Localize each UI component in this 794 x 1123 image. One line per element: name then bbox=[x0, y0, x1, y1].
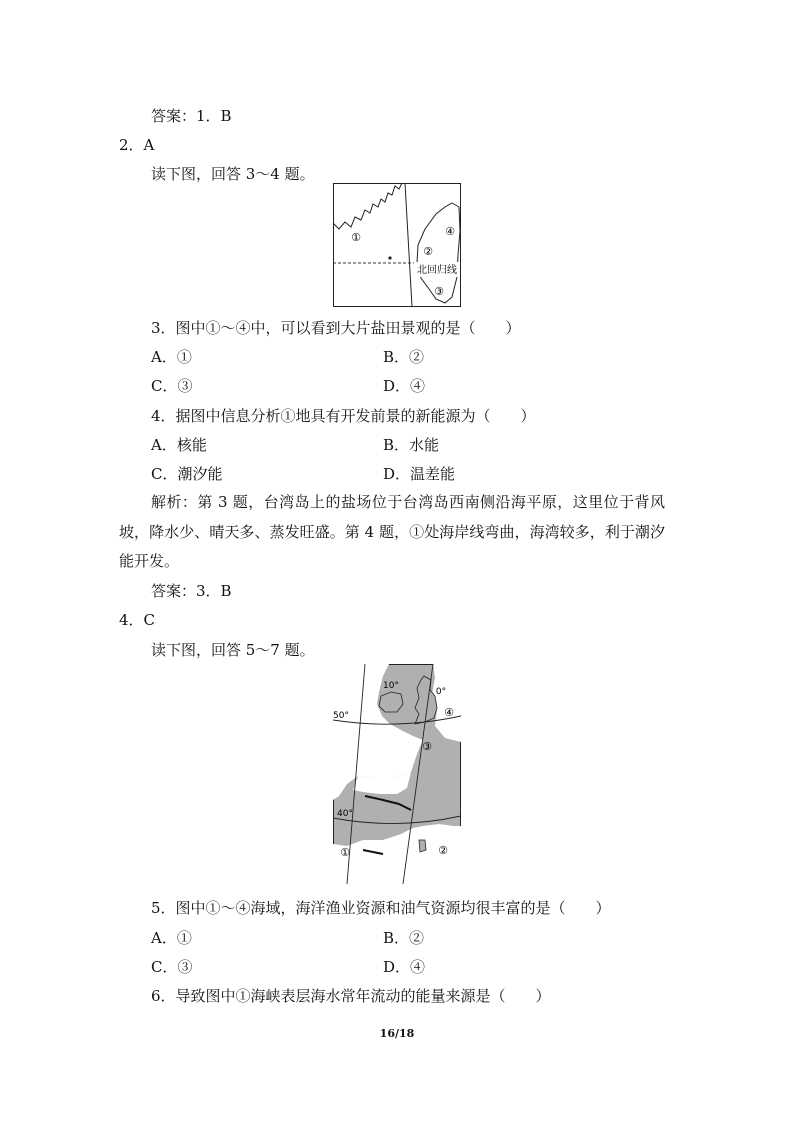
page-number: 16/18 bbox=[379, 1027, 415, 1040]
q3-option-a: A．① bbox=[151, 348, 192, 366]
q5-option-d: D．④ bbox=[383, 958, 426, 976]
tropic-label: 北回归线 bbox=[417, 265, 457, 276]
map1-mark-2: ② bbox=[423, 245, 433, 258]
q5-option-b: B．② bbox=[383, 929, 425, 947]
taiwan-strait-map bbox=[333, 183, 461, 307]
map2-mark-2: ② bbox=[438, 844, 448, 857]
q6-stem: 6．导致图中①海峡表层海水常年流动的能量来源是（ ） bbox=[151, 987, 551, 1005]
intro-5-7: 读下图，回答 5～7 题。 bbox=[151, 641, 315, 659]
lon-0-label: 0° bbox=[435, 687, 447, 697]
analysis-3-4: 解析：第 3 题，台湾岛上的盐场位于台湾岛西南侧沿海平原，这里位于背风坡，降水少、晴天多、蒸发旺盛。第 4 题，①处海岸线弯曲，海湾较多，利于潮汐能开发。 bbox=[119, 493, 665, 570]
answer-line-4: 4．C bbox=[119, 611, 156, 629]
lon-10-label: 10° bbox=[383, 681, 399, 691]
map2-mark-4: ④ bbox=[444, 706, 454, 719]
intro-3-4: 读下图，回答 3～4 题。 bbox=[151, 165, 315, 183]
map2-mark-3: ③ bbox=[422, 740, 432, 753]
q4-option-c: C．潮汐能 bbox=[151, 465, 223, 483]
lat-50-label: 50° bbox=[333, 711, 349, 721]
q5-option-a: A．① bbox=[151, 929, 192, 947]
q3-option-d: D．④ bbox=[383, 377, 426, 395]
q5-stem: 5．图中①～④海域，海洋渔业资源和油气资源均很丰富的是（ ） bbox=[151, 899, 611, 917]
western-europe-map bbox=[333, 664, 461, 884]
q3-option-b: B．② bbox=[383, 348, 425, 366]
q4-stem: 4．据图中信息分析①地具有开发前景的新能源为（ ） bbox=[151, 407, 536, 425]
answer-line-2: 2．A bbox=[119, 136, 155, 154]
map2-mark-1: ① bbox=[340, 846, 350, 859]
answer-line-1: 答案：1．B bbox=[151, 107, 232, 125]
q3-stem: 3．图中①～④中，可以看到大片盐田景观的是（ ） bbox=[151, 319, 521, 337]
lat-40-label: 40° bbox=[337, 809, 353, 819]
sardinia bbox=[419, 840, 426, 852]
map1-mark-1: ① bbox=[351, 231, 361, 244]
q4-option-a: A．核能 bbox=[151, 436, 207, 454]
small-island bbox=[388, 256, 391, 259]
map1-mark-4: ④ bbox=[445, 225, 455, 238]
q4-option-d: D．温差能 bbox=[383, 465, 456, 483]
q5-option-c: C．③ bbox=[151, 958, 193, 976]
answer-line-3: 答案：3．B bbox=[151, 582, 232, 600]
q4-option-b: B．水能 bbox=[383, 436, 440, 454]
q3-option-c: C．③ bbox=[151, 377, 193, 395]
map1-mark-3: ③ bbox=[434, 285, 444, 298]
ireland bbox=[379, 692, 403, 712]
